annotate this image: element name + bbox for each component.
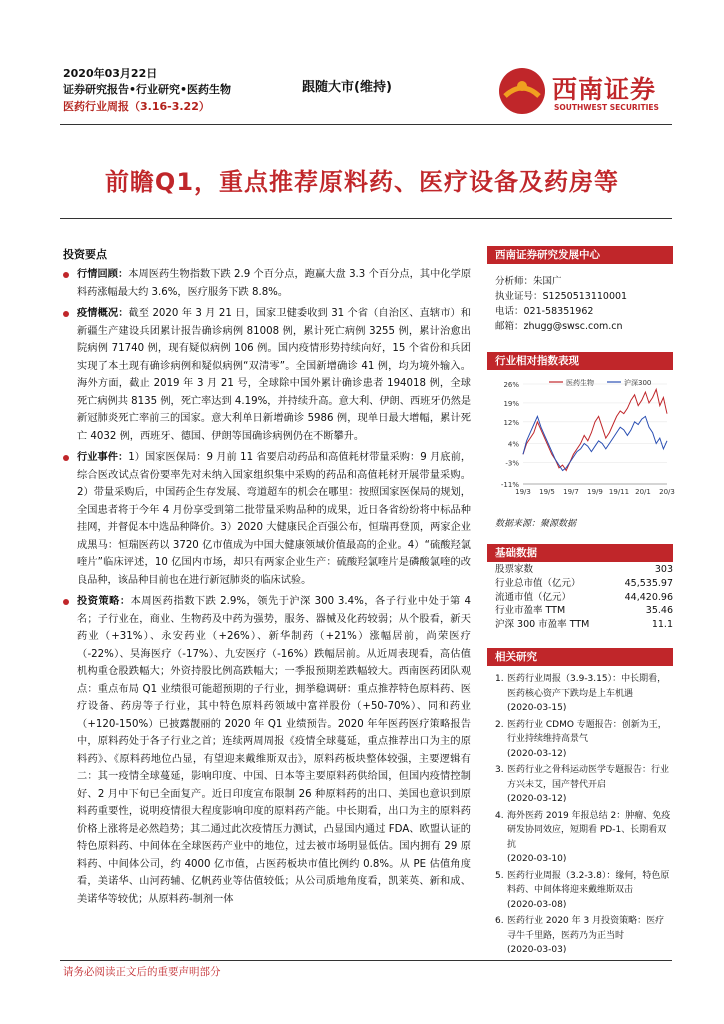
row-value: 11.1 [651, 619, 673, 631]
bullet-strategy [63, 593, 471, 918]
bullet-text: 本周医药指数下跌 2.9%，领先于沪深 300 3.4%，各子行业中处于第 4 名；子行业在，商业、生物药及中药为强势，服务、器械及化药较弱；从个股看，新天药业（+31%）、永安药业（+26%）、新华制药（+21%）涨幅居前，尚荣医疗（-22%）、昊海医疗（-17%）、九安医疗（-16%）跌幅居前。从近周表现看，高估值机构重仓股跌幅大；外资持股比例高跌幅大；一季报预期差跌幅较大。西南医药团队观点：重点布局 Q1 业绩很可能超预期的子行业，拥挙稳调研：重点推荐特色原料药、医疗设备、药房等子行业，其中特色原料药领域中富祥股份（+50-70%）、同和药业（+120-150%）已披露靓丽的 2020 年 Q1 业绩预告。2020 年年医药医疗策略报告中，原料药处于各子行业之首；连续两周周报《疫情全球蔓延，重点推荐出口为主的原料药》、《原料药地位凸显，有望迎来戴维斯双击》，原料药板块整体较强，主要逻辑有二：其一疫情全球蔓延，影响印度、中国、日本等主要原料药供给国，但国内疫情控制好、2 月中下旬已全面复产。近日印度宣布限制 26 种原料药的出口、美国也意识到原料药重要性，说明疫情很大程度影响印度的原料药产能。中长期看，出口为主的原料药价格上涨将是必然趋势；其二通过此次疫情压力测试，凸显国内通过 FDA、欧盟认证的特色原料药、中间体在全球医药产业中的地位，过去被市场明显低估。国内拥有 29 原料药、中间体公司，约 4000 亿市值，占医药板块市值比例约 0.8%。从 PE 估值角度看，美诺华、山河药辅、亿帆药业等估值较低；从公司质地角度看，凯莱英、新和成、美诺华等较优；从原料药-制剂一体 [77, 596, 472, 905]
item-title: 海外医药 2019 年报总结 2：肿瘤、免疫研发协同效应，短期看 PD-1、长期看双抗 [507, 810, 671, 850]
basic-data-table [495, 563, 673, 632]
row-label: 行业总市值（亿元） [495, 577, 581, 589]
analyst-info [487, 264, 673, 334]
bullet-dot-icon [63, 599, 69, 605]
basic-data-row [495, 604, 673, 618]
item-date: (2020-03-12) [507, 794, 567, 804]
item-date: (2020-03-03) [507, 945, 567, 955]
bullet-dot-icon [63, 272, 69, 278]
row-value: 35.46 [645, 605, 673, 617]
x-tick-label: 19/11 [608, 488, 630, 496]
y-tick-label: -3% [505, 459, 519, 468]
basic-data-row [495, 591, 673, 605]
related-item[interactable] [495, 809, 673, 867]
bullet-dot-icon [63, 311, 69, 317]
item-title: 医药行业 2020 年 3 月投资策略：医疗寻牛千里路，医药乃为正当时 [507, 916, 665, 941]
series-line-1 [523, 389, 667, 470]
item-date: (2020-03-10) [507, 854, 567, 864]
item-number: 1. [495, 674, 504, 684]
header-divider [60, 124, 672, 125]
x-tick-label: 19/7 [563, 488, 579, 496]
bullet-market-review [63, 266, 471, 301]
bullet-lead: 行情回顾： [77, 269, 129, 280]
basic-data-row [495, 577, 673, 591]
item-number: 6. [495, 916, 504, 926]
bullet-list [63, 266, 471, 918]
title-divider [60, 218, 672, 219]
bullet-dot-icon [63, 455, 69, 461]
row-label: 沪深 300 市盈率 TTM [495, 619, 590, 631]
related-item[interactable] [495, 869, 673, 913]
footer-divider [60, 960, 672, 961]
related-research-list [495, 672, 673, 958]
item-number: 3. [495, 765, 504, 775]
item-date: (2020-03-08) [507, 899, 567, 910]
x-tick-label: 19/5 [539, 488, 555, 496]
bullet-lead: 行业事件： [77, 452, 129, 463]
row-value: 45,535.97 [624, 577, 673, 589]
item-title: 医药行业周报（3.2-3.8）：缘何，特色原料药、中间体将迎来戴维斯双击 [507, 870, 670, 895]
basic-data-row [495, 618, 673, 632]
analyst-license: 执业证号：S1250513110001 [495, 291, 628, 302]
chart-source: 数据来源：聚源数据 [495, 519, 577, 529]
related-item[interactable] [495, 672, 673, 716]
related-research-title: 相关研究 [487, 648, 673, 666]
index-chart-svg [487, 376, 673, 496]
x-tick-label: 19/9 [587, 488, 603, 496]
report-name: 医药行业周报（3.16-3.22） [63, 100, 210, 113]
index-chart [487, 376, 673, 496]
bullet-industry-events [63, 449, 471, 589]
basic-data-title: 基础数据 [487, 544, 673, 562]
x-tick-label: 19/3 [515, 488, 531, 496]
bullet-text: 本周医药生物指数下跌 2.9 个百分点，跑赢大盘 3.3 个百分点，其中化学原料药涨幅最大约 3.6%，医疗服务下跌 8.8%。 [77, 269, 472, 298]
footer-disclaimer: 请务必阅读正文后的重要声明部分 [63, 966, 221, 978]
row-value: 44,420.96 [624, 591, 673, 603]
company-name-en: SOUTHWEST SECURITIES [554, 103, 659, 112]
row-label: 行业市盈率 TTM [495, 605, 566, 617]
y-tick-label: 4% [507, 440, 519, 449]
item-number: 5. [495, 870, 504, 881]
basic-data-row [495, 563, 673, 577]
bullet-lead: 疫情概况： [77, 308, 129, 319]
company-logo-icon [497, 66, 547, 116]
analyst-name: 分析师：朱国广 [495, 276, 562, 287]
report-date: 2020年03月22日 [63, 67, 158, 80]
related-item[interactable] [495, 763, 673, 807]
related-item[interactable] [495, 914, 673, 958]
y-tick-label: 26% [503, 381, 519, 389]
bullet-text: 截至 2020 年 3 月 21 日，国家卫健委收到 31 个省（自治区、直辖市）和新疆生产建设兵团累计报告确诊病例 81008 例，累计死亡病例 3255 例，累计治愈出院病例 71740 例，现有疑似病例 106 例。国内疫情形势持续向好，15 个省份和兵团实现了本土现有确诊病例和疑似病例“双清零”。全国新增确诊 41 例，均为境外输入。海外方面，截止 2019 年 3 月 21 号，全球除中国外累计确诊患者 194018 例，全球死亡病例共 8135 例，死亡率达到 4.19%，并持续升高。意大利、伊朗、西班牙仍然是新冠肺炎死亡率前三的国家。意大利单日新增确诊 5986 例，现单日最大增幅，累计死亡 4032 例，西班牙、德国、伊朗等国确诊病例仍在不断攀升。 [77, 308, 472, 442]
chart-section-title: 行业相对指数表现 [487, 352, 673, 370]
section-title: 投资要点 [63, 248, 107, 261]
row-label: 流通市值（亿元） [495, 591, 572, 603]
related-item[interactable] [495, 718, 673, 762]
item-date: (2020-03-15) [507, 703, 567, 713]
analyst-email[interactable]: 邮箱：zhugg@swsc.com.cn [495, 321, 623, 332]
item-number: 2. [495, 719, 504, 730]
company-name: 西南证券 [552, 75, 657, 104]
y-tick-label: 12% [503, 418, 519, 427]
x-tick-label: 20/1 [635, 488, 651, 496]
row-value: 303 [654, 564, 673, 575]
item-number: 4. [495, 810, 504, 821]
y-tick-label: 19% [503, 399, 519, 408]
sidebar [487, 246, 673, 334]
analyst-phone: 电话：021-58351962 [495, 306, 594, 317]
bullet-lead: 投资策略： [77, 596, 131, 607]
item-date: (2020-03-12) [507, 748, 567, 759]
rating: 跟随大市(维持) [302, 80, 392, 95]
bullet-epidemic [63, 305, 471, 445]
y-tick-label: -11% [500, 481, 519, 489]
report-category: 证券研究报告•行业研究•医药生物 [63, 83, 232, 96]
legend-label: 医药生物 [566, 379, 594, 387]
legend-label: 沪深300 [624, 379, 652, 387]
item-title: 医药行业周报（3.9-3.15）：中长期看，医药核心资产下跌均是上车机遇 [507, 674, 667, 699]
x-tick-label: 20/3 [659, 488, 675, 496]
report-title: 前瞻Q1，重点推荐原料药、医疗设备及药房等 [104, 168, 620, 196]
item-title: 医药行业之骨科运动医学专题报告：行业方兴未艾，国产替代开启 [507, 765, 670, 790]
bullet-text: 1）国家医保局：9 月前 11 省要启动药品和高值耗材带量采购：9 月底前，综合医改试点省份要率先对未纳入国家组织集中采购的药品和高值耗材开展带量采购。2）带量采购后，中国药企生存发展、弯道超车的机会在哪里：按照国家医保局的规划，全国患者将于今年 4 月份享受到第二批带量采购品种的成果，近日各省纷纷将中标品种挂网，并督促本中选品种降价。3）2020 大健康民企百强公布，恒瑞再登顶，两家企业成黑马：恒瑞医药以 3720 亿市值成为中国大健康领域价值最高的企业。4）“硫酸羟氯喹片”临床评述，10 亿国内市场，却只有两家企业生产：硫酸羟氯喹片是磷酸氯喹的改良品种，该品种目前也在进行新冠肺炎的临床试验。 [77, 452, 472, 586]
analyst-section-title: 西南证券研究发展中心 [487, 246, 673, 264]
row-label: 股票家数 [495, 564, 534, 575]
item-title: 医药行业 CDMO 专题报告：创新为王，行业持续维持高景气 [507, 719, 667, 744]
